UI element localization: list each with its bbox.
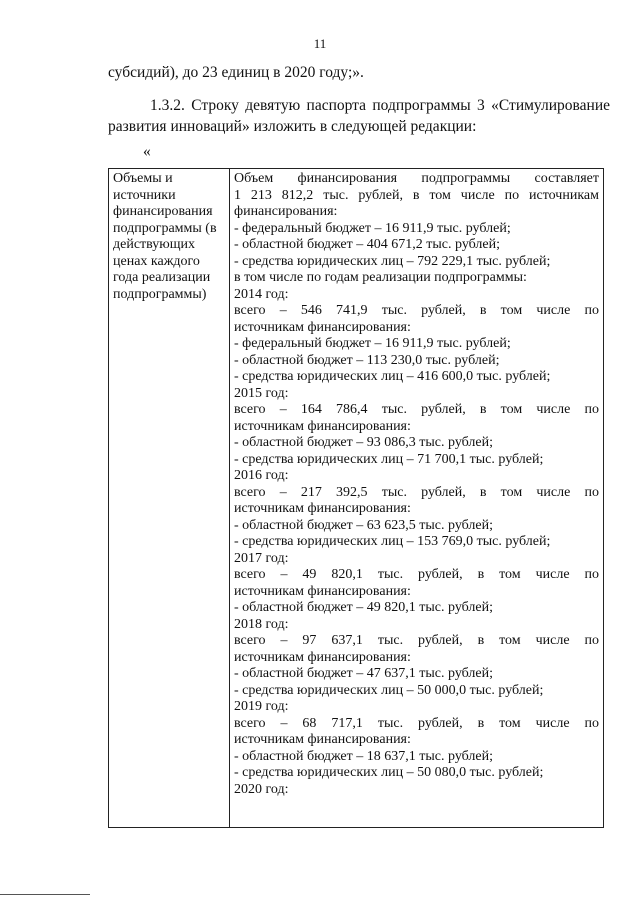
financing-line: - средства юридических лиц – 50 080,0 тыс. рублей; — [234, 765, 544, 780]
financing-line: - федеральный бюджет – 16 911,9 тыс. рублей; — [234, 220, 511, 236]
financing-line: - областной бюджет – 49 820,1 тыс. рублей; — [234, 600, 493, 615]
label-line: финансирования — [113, 204, 213, 219]
intro-line-2: 1.3.2. Строку девятую паспорта подпрограммы 3 «Стимулирование — [150, 97, 610, 114]
financing-line: всего – 164 786,4 тыс. рублей, в том числе по — [234, 402, 599, 417]
financing-line: источникам финансирования: — [234, 501, 411, 516]
label-line: подпрограммы (в — [113, 220, 217, 236]
row-content-cell — [230, 169, 604, 828]
financing-line: - средства юридических лиц – 416 600,0 тыс. рублей; — [234, 369, 551, 384]
financing-line: - областной бюджет – 93 086,3 тыс. рублей; — [234, 435, 493, 450]
financing-line: финансирования: — [234, 204, 338, 219]
intro-line-1: субсидий), до 23 единиц в 2020 году;». — [108, 64, 364, 81]
financing-line: 2020 год: — [234, 781, 289, 797]
financing-line: 2018 год: — [234, 616, 289, 632]
financing-line: - средства юридических лиц – 153 769,0 тыс. рублей; — [234, 534, 551, 549]
financing-line: источникам финансирования: — [234, 732, 411, 747]
financing-line: - средства юридических лиц – 71 700,1 тыс. рублей; — [234, 451, 544, 467]
label-line: ценах каждого — [113, 253, 200, 269]
financing-line: - средства юридических лиц – 792 229,1 тыс. рублей; — [234, 253, 551, 269]
financing-line: 1 213 812,2 тыс. рублей, в том числе по источникам — [234, 187, 599, 203]
footer-rule — [0, 894, 90, 895]
passport-table — [108, 168, 604, 828]
financing-line: в том числе по годам реализации подпрограммы: — [234, 270, 527, 285]
passport-row — [109, 169, 604, 828]
financing-line: всего – 49 820,1 тыс. рублей, в том числе по — [234, 567, 599, 582]
label-line: подпрограммы) — [113, 286, 207, 302]
financing-line: источникам финансирования: — [234, 583, 411, 599]
label-line: Объемы и — [113, 171, 173, 186]
label-line: действующих — [113, 237, 196, 252]
financing-line: - федеральный бюджет – 16 911,9 тыс. рублей; — [234, 336, 511, 351]
financing-line: 2014 год: — [234, 286, 289, 302]
financing-line: всего – 68 717,1 тыс. рублей, в том числе по — [234, 715, 599, 731]
label-line: года реализации — [113, 270, 211, 285]
financing-line: источникам финансирования: — [234, 319, 411, 335]
financing-line: - средства юридических лиц – 50 000,0 тыс. рублей; — [234, 682, 544, 698]
financing-line: - областной бюджет – 404 671,2 тыс. рублей; — [234, 237, 500, 252]
open-quote: « — [143, 143, 151, 160]
financing-line: - областной бюджет – 47 637,1 тыс. рублей; — [234, 666, 493, 681]
financing-line: всего – 97 637,1 тыс. рублей, в том числе по — [234, 633, 599, 648]
label-line: источники — [113, 187, 176, 203]
intro-line-3: развития инноваций» изложить в следующей редакции: — [108, 118, 477, 135]
financing-line: 2015 год: — [234, 385, 289, 401]
row-label-cell — [109, 169, 230, 828]
financing-line: всего – 217 392,5 тыс. рублей, в том числе по — [234, 484, 599, 500]
financing-line: 2019 год: — [234, 699, 289, 714]
financing-line: источникам финансирования: — [234, 418, 411, 434]
financing-line: источникам финансирования: — [234, 649, 411, 665]
financing-line: 2016 год: — [234, 468, 289, 483]
financing-line: - областной бюджет – 63 623,5 тыс. рублей; — [234, 517, 493, 533]
financing-line: всего – 546 741,9 тыс. рублей, в том числе по — [234, 303, 599, 318]
page-number: 11 — [313, 36, 327, 51]
financing-line: - областной бюджет – 113 230,0 тыс. рублей; — [234, 352, 500, 368]
financing-line: - областной бюджет – 18 637,1 тыс. рублей; — [234, 748, 493, 764]
financing-line: 2017 год: — [234, 550, 289, 566]
financing-line: Объем финансирования подпрограммы составляет — [234, 171, 599, 186]
